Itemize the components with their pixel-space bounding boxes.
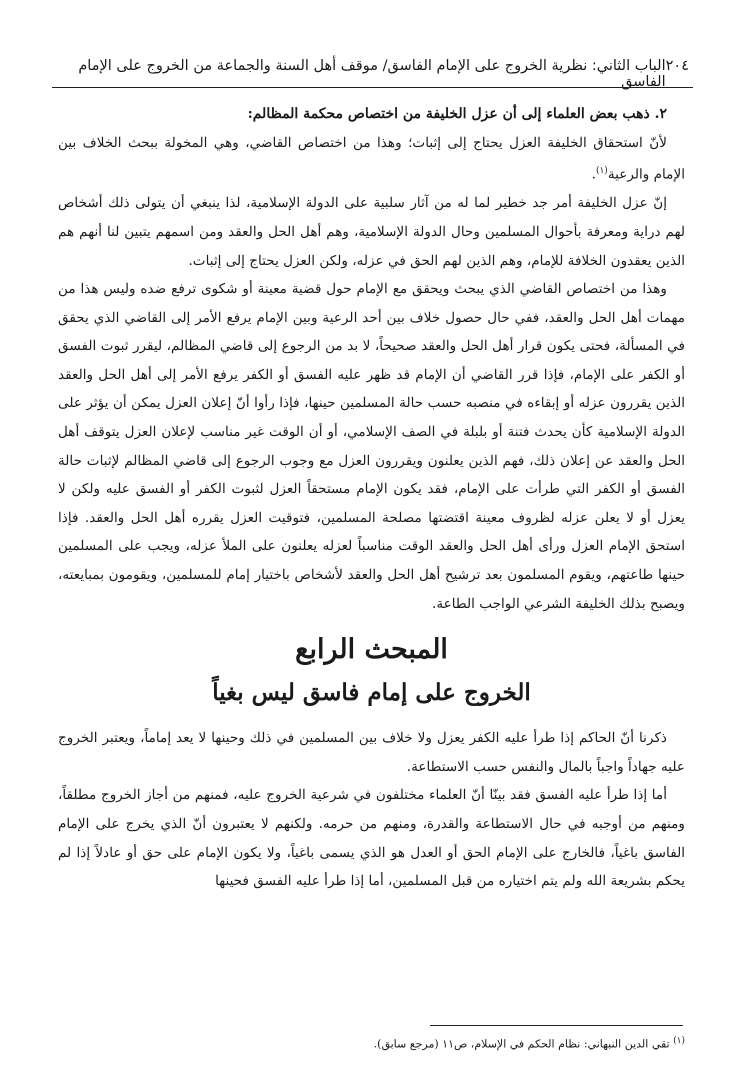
running-header [56, 58, 689, 90]
footnote [374, 1036, 685, 1051]
header-rule [52, 87, 693, 88]
chapter-title: المبحث الرابع [295, 634, 448, 666]
chapter-subtitle: الخروج على إمام فاسق ليس بغياً [212, 679, 531, 707]
running-title: الباب الثاني: نظرية الخروج على الإمام الفاسق/ موقف أهل السنة والجماعة من الخروج على الإمام الفاسق [78, 58, 666, 90]
paragraph [58, 129, 685, 190]
paragraph: أما إذا طرأ عليه الفسق فقد بينّا أنّ العلماء مختلفون في شرعية الخروج عليه، فمنهم من أجاز الخروج مطلقاً، ومنهم من أوجبه في حال الاستطاعة والقدرة، ومنهم من حرمه. ولكنهم لا يعتبرون أنّ الذي يخرج على الإمام الفاسق باغياً، فالخارج على الإمام الحق أو العدل هو الذي يسمى باغياً، ولا يكون الإمام على حق أو عادلاً إذا لم يحكم بشريعة الله ولم يتم اختياره من قبل المسلمين، أما إذا طرأ عليه الفسق فحينها [58, 787, 685, 890]
footnote-text: تقي الدين النبهاني: نظام الحكم في الإسلام، ص١١ (مرجع سابق). [373, 1037, 670, 1051]
paragraph: ذكرنا أنّ الحاكم إذا طرأ عليه الكفر يعزل ولا خلاف بين المسلمين في ذلك وحينها لا يعد إماماً، ويعتبر الخروج عليه جهاداً واجباً بالمال والنفس حسب الاستطاعة. [58, 730, 685, 775]
paragraph: وهذا من اختصاص القاضي الذي يبحث ويحقق مع الإمام حول قضية معينة أو شكوى ترفع ضده وليس هذا من مهمات أهل الحل والعقد، ففي حال حصول خلاف بين أحد الرعية وبين الإمام يرفع الأمر إلى القاضي الذي يحقق في المسألة، فحتى يكون قرار أهل الحل والعقد صحيحاً، لا بد من الرجوع إلى قاضي المظالم، ليقرر ثبوت الفسق أو الكفر على الإمام، فإذا قرر القاضي أن الإمام قد ظهر عليه الفسق أو الكفر يرفع الأمر إلى أهل الحل والعقد الذين يقررون عزله أو إبقاءه في منصبه حسب حالة المسلمين حينها، فإذا رأوا أنّ إعلان العزل يمكن أن يؤثر على الدولة الإسلامية كأن يحدث فتنة أو بلبلة في الصف الإسلامي، أو أن الوقت غير مناسب لإعلان العزل يتوقف أهل الحل والعقد عن إعلان ذلك، فهم الذين يعلنون ويقررون العزل مع وجوب الرجوع إلى قاضي المظالم لإثبات حالة الفسق أو الكفر التي طرأت على الإمام، فقد يكون الإمام مستحقاً العزل لثبوت الكفر أو الفسق عليه ولكن لا يعزل أو لا يعلن عزله لظروف معينة اقتضتها مصلحة المسلمين، فتوقيت العزل يقرره أهل الحل والعقد. فإذا استحق الإمام العزل ورأى أهل الحل والعقد الوقت مناسباً لعزله يعلنون على الملأ عزله، ويجب على المسلمين حينها طاعتهم، ويقوم المسلمون بعد ترشيح أهل الحل والعقد لأشخاص باختيار إمام للمسلمين، ويقومون بمبايعته، ويصبح بذلك الخليفة الشرعي الواجب الطاعة. [58, 281, 685, 612]
page-body [58, 100, 685, 896]
footnote-ref[interactable]: (١) [595, 166, 608, 177]
paragraph-text: لأنّ استحقاق الخليفة العزل يحتاج إلى إثبات؛ وهذا من اختصاص القاضي، وهي المخولة ببحث الخلاف بين الإمام والرعية [58, 134, 685, 183]
paragraph-end: . [591, 166, 596, 183]
paragraph: إنّ عزل الخليفة أمر جد خطير لما له من آثار سلبية على الدولة الإسلامية، لذا ينبغي أن يتولى ذلك أشخاص لهم دراية ومعرفة بأحوال المسلمين وحال الدولة الإسلامية، وهم أهل الحل والعقد ومن اسمهم يتبين لنا أنهم هم الذين يعقدون الخلافة للإمام، وهم الذين لهم الحق في عزله، ولكن العزل يحتاج إلى إثبات. [58, 195, 685, 269]
page-number: ٢٠٤ [665, 58, 689, 74]
footnote-marker: (١) [673, 1036, 685, 1046]
footnote-rule [430, 1025, 683, 1026]
section-heading: ٢. ذهب بعض العلماء إلى أن عزل الخليفة من اختصاص محكمة المظالم: [247, 106, 667, 122]
